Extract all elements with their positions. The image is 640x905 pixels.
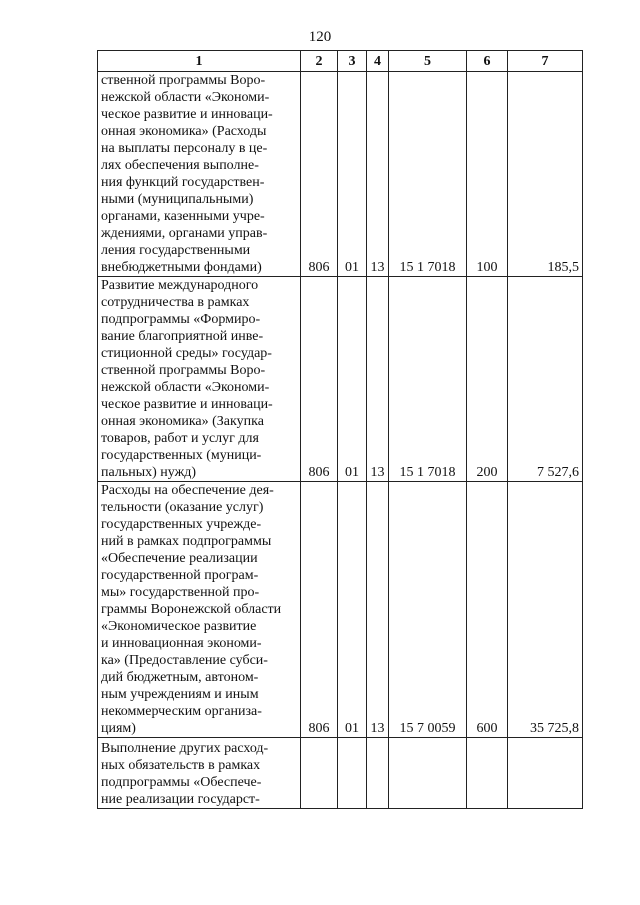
table-row — [98, 738, 583, 809]
column-header-6: 6 — [467, 51, 508, 72]
table-row — [98, 482, 583, 738]
row-description: Расходы на обеспечение дея- тельности (оказание услуг) государственных учрежде- ний в рамках подпрограммы «Обеспечение реализации государственной програм- мы» государственной про- граммы Воронежской области «Экономическое развитие и инновационная экономи- ка» (Предоставление субси- дий бюджетным, автоном- ным учреждениям и иным некоммерческим организа- циям) — [98, 482, 301, 738]
target-article-code: 15 1 7018 — [389, 72, 467, 277]
expense-type-code: 200 — [467, 277, 508, 482]
section-code — [338, 738, 367, 809]
column-header-5: 5 — [389, 51, 467, 72]
table-row — [98, 72, 583, 277]
subsection-code: 13 — [367, 72, 389, 277]
subsection-code: 13 — [367, 482, 389, 738]
ministry-code: 806 — [301, 72, 338, 277]
row-description: Развитие международного сотрудничества в рамках подпрограммы «Формиро- вание благоприятной инве- стиционной среды» государ- ственной программы Воро- нежской области «Экономи- ческое развитие и инноваци- онная экономика» (Закупка товаров, работ и услуг для государственных (муници- пальных) нужд) — [98, 277, 301, 482]
column-header-7: 7 — [508, 51, 583, 72]
page-number: 120 — [308, 29, 332, 45]
expense-type-code: 600 — [467, 482, 508, 738]
header-row — [98, 51, 583, 72]
amount: 7 527,6 — [508, 277, 583, 482]
table-row — [98, 277, 583, 482]
amount: 35 725,8 — [508, 482, 583, 738]
amount — [508, 738, 583, 809]
column-header-2: 2 — [301, 51, 338, 72]
target-article-code — [389, 738, 467, 809]
section-code: 01 — [338, 277, 367, 482]
ministry-code — [301, 738, 338, 809]
ministry-code: 806 — [301, 482, 338, 738]
row-description: Выполнение других расход- ных обязательств в рамках подпрограммы «Обеспече- ние реализации государст- — [98, 738, 301, 809]
target-article-code: 15 1 7018 — [389, 277, 467, 482]
target-article-code: 15 7 0059 — [389, 482, 467, 738]
expense-type-code — [467, 738, 508, 809]
section-code: 01 — [338, 482, 367, 738]
ministry-code: 806 — [301, 277, 338, 482]
subsection-code — [367, 738, 389, 809]
budget-table — [97, 50, 583, 809]
row-description: ственной программы Воро- нежской области «Экономи- ческое развитие и инноваци- онная экономика» (Расходы на выплаты персоналу в це- лях обеспечения выполне- ния функций государствен- ными (муниципальными) органами, казенными учре- ждениями, органами управ- ления государственными внебюджетными фондами) — [98, 72, 301, 277]
amount: 185,5 — [508, 72, 583, 277]
column-header-3: 3 — [338, 51, 367, 72]
section-code: 01 — [338, 72, 367, 277]
column-header-4: 4 — [367, 51, 389, 72]
subsection-code: 13 — [367, 277, 389, 482]
expense-type-code: 100 — [467, 72, 508, 277]
column-header-1: 1 — [98, 51, 301, 72]
